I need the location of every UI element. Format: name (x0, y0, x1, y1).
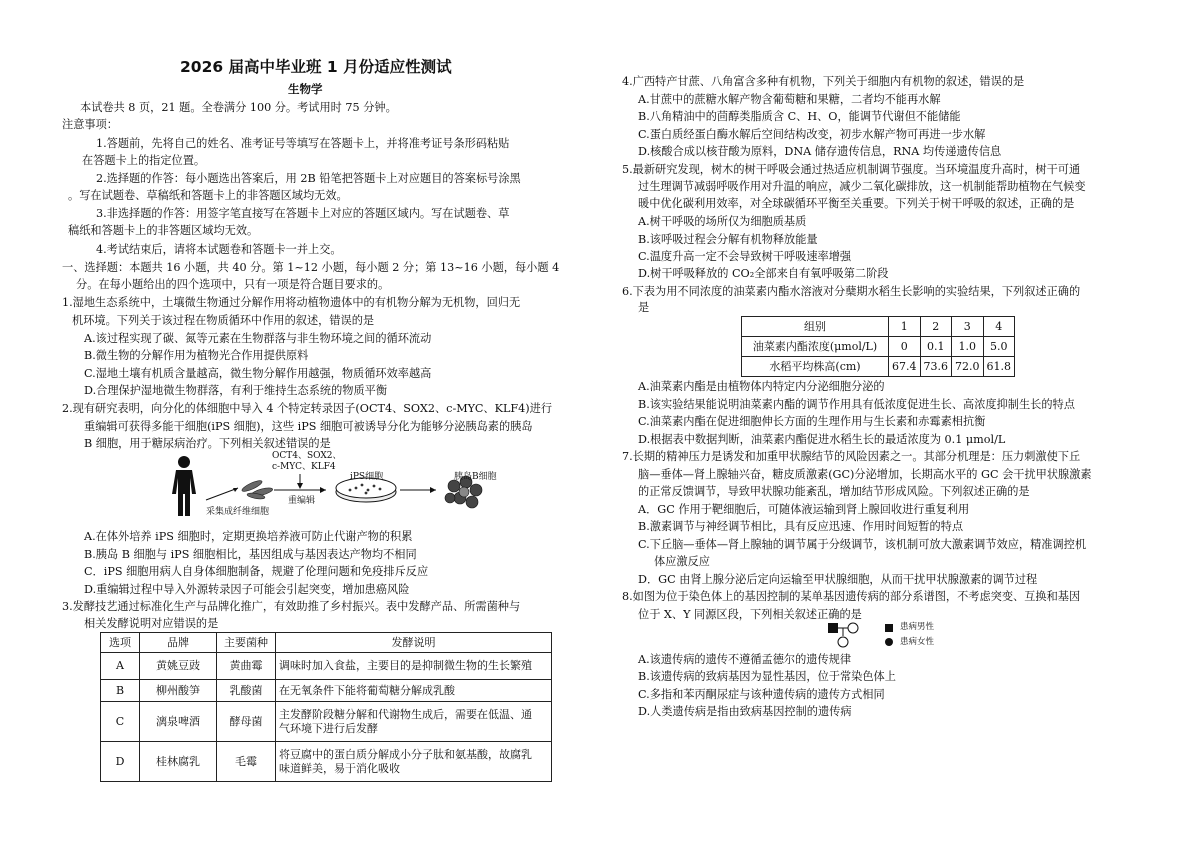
table-cell: 72.0 (952, 357, 984, 377)
q6-stem-cont: 是 (638, 301, 650, 314)
q7-option-d: D．GC 由肾上腺分泌后定向运输至甲状腺细胞，从而干扰甲状腺激素的调节过程 (638, 573, 1038, 586)
table-row (742, 357, 1015, 377)
table-header-cell: 品牌 (140, 633, 217, 653)
table-cell: 73.6 (920, 357, 952, 377)
q7-stem-cont: 脑—垂体—肾上腺轴兴奋，糖皮质激素(GC)分泌增加，长期高水平的 GC 会干扰甲状腺激素 (638, 468, 1092, 481)
table-cell: 1 (889, 317, 921, 337)
table-cell: C (101, 702, 140, 742)
q6-option-a: A.油菜素内酯是由植物体内特定内分泌细胞分泌的 (638, 380, 885, 393)
table-cell: 5.0 (983, 337, 1015, 357)
q2-stem-cont: 重编辑可获得多能干细胞(iPS 细胞)，这些 iPS 细胞可被诱导分化为能够分泌胰岛素的胰岛 (84, 420, 533, 433)
legend-female-icon (885, 638, 893, 646)
offspring-female-symbol (838, 637, 848, 647)
unaffected-female-symbol (848, 623, 858, 633)
table-cell: 0 (889, 337, 921, 357)
table-cell: 在无氧条件下能将葡萄糖分解成乳酸 (276, 680, 552, 702)
fibroblast-cells-icon (241, 479, 274, 500)
q6-option-c: C.油菜素内酯在促进细胞伸长方面的生理作用与生长素和赤霉素相抗衡 (638, 415, 986, 428)
q1-option-c: C.湿地土壤有机质含量越高，微生物分解作用越强，物质循环效率越高 (84, 367, 432, 380)
affected-male-symbol (828, 623, 838, 633)
q8-pedigree-chart (826, 622, 882, 650)
table-cell: 乳酸菌 (217, 680, 276, 702)
arrow-collect (206, 488, 238, 500)
desc-line: 将豆腐中的蛋白质分解成小分子肽和氨基酸，故腐乳 (279, 747, 532, 761)
notice-1: 1.答题前，先将自己的姓名、准考证号等填写在答题卡上，并将准考证号条形码粘贴 (96, 137, 510, 150)
q4-option-a: A.甘蔗中的蔗糖水解产物含葡萄糖和果糖，二者均不能再水解 (638, 93, 941, 106)
q4-option-d: D.核酸合成以核苷酸为原料，DNA 储存遗传信息，RNA 均传递遗传信息 (638, 145, 1002, 158)
q4-option-b: B.八角精油中的茴醇类脂质含 C、H、O，能调节代谢但不能储能 (638, 110, 961, 123)
q5-stem-cont: 过生理调节减弱呼吸作用对升温的响应，减少二氧化碳排放，这一机制能帮助植物在气候变 (638, 180, 1086, 193)
table-cell: 组别 (742, 317, 889, 337)
table-cell: 水稻平均株高(cm) (742, 357, 889, 377)
fig-ips-label: iPS细胞 (350, 472, 384, 482)
q2-stem-cont2: B 细胞，用于糖尿病治疗。下列相关叙述错误的是 (84, 437, 331, 450)
q3-stem: 3.发酵技艺通过标准化生产与品牌化推广，有效助推了乡村振兴。表中发酵产品、所需菌种与 (62, 600, 521, 613)
table-row (742, 317, 1015, 337)
q6-stem: 6.下表为用不同浓度的油菜素内酯水溶液对分蘖期水稻生长影响的实验结果，下列叙述正确的 (622, 285, 1081, 298)
table-cell: 0.1 (920, 337, 952, 357)
table-header-cell: 发酵说明 (276, 633, 552, 653)
q5-option-c: C.温度升高一定不会导致树干呼吸速率增强 (638, 250, 852, 263)
fig-collect-label: 采集成纤维细胞 (206, 507, 270, 517)
table-cell: 黄曲霉 (217, 653, 276, 680)
q2-stem: 2.现有研究表明，向分化的体细胞中导入 4 个特定转录因子(OCT4、SOX2、c-MYC、KLF4)进行 (62, 402, 553, 415)
table-cell: 4 (983, 317, 1015, 337)
q3-table (100, 632, 552, 782)
table-cell: 油菜素内酯浓度(μmol/L) (742, 337, 889, 357)
table-cell: 1.0 (952, 337, 984, 357)
table-cell: B (101, 680, 140, 702)
q8-option-a: A.该遗传病的遗传不遵循孟德尔的遗传规律 (638, 653, 852, 666)
desc-line: 气环境下进行后发酵 (279, 721, 378, 735)
table-row (101, 653, 552, 680)
table-cell (276, 742, 552, 782)
human-figure-icon (172, 456, 196, 516)
notice-1-cont: 在答题卡上的指定位置。 (82, 154, 206, 167)
q8-stem: 8.如图为位于染色体上的基因控制的某单基因遗传病的部分系谱图，不考虑突变、互换和基因 (622, 590, 1081, 603)
q5-option-a: A.树干呼吸的场所仅为细胞质基质 (638, 215, 807, 228)
q2-option-b: B.胰岛 B 细胞与 iPS 细胞相比，基因组成与基因表达产物均不相同 (84, 548, 417, 561)
table-row (742, 337, 1015, 357)
q2-option-d: D.重编辑过程中导入外源转录因子可能会引起突变，增加患癌风险 (84, 583, 410, 596)
subject-title: 生物学 (288, 82, 323, 96)
legend-male-icon (885, 624, 893, 632)
q8-option-c: C.多指和苯丙酮尿症与该种遗传病的遗传方式相同 (638, 688, 885, 701)
q5-option-b: B.该呼吸过程会分解有机物释放能量 (638, 233, 818, 246)
q2-option-c: C．iPS 细胞用病人自身体细胞制备，规避了伦理问题和免疫排斥反应 (84, 565, 429, 578)
q1-stem-cont: 机环境。下列关于该过程在物质循环中作用的叙述，错误的是 (72, 314, 375, 327)
table-cell: D (101, 742, 140, 782)
fig-factors-1: OCT4、SOX2、 (272, 451, 342, 461)
q4-option-c: C.蛋白质经蛋白酶水解后空间结构改变，初步水解产物可再进一步水解 (638, 128, 986, 141)
table-cell: 毛霉 (217, 742, 276, 782)
table-cell: 酵母菌 (217, 702, 276, 742)
notice-2-cont: 。写在试题卷、草稿纸和答题卡上的非答题区域均无效。 (68, 189, 348, 202)
table-cell: 61.8 (983, 357, 1015, 377)
q7-option-b: B.激素调节与神经调节相比，具有反应迅速、作用时间短暂的特点 (638, 520, 964, 533)
fig-factors-2: c-MYC、KLF4 (272, 462, 336, 472)
notice-2: 2.选择题的作答：每小题选出答案后，用 2B 铅笔把答题卡上对应题目的答案标号涂黑 (96, 172, 521, 185)
q8-stem-cont: 位于 X、Y 同源区段，下列相关叙述正确的是 (638, 608, 862, 621)
legend-female-label: 患病女性 (900, 637, 935, 647)
q7-option-a: A．GC 作用于靶细胞后，可随体液运输到肾上腺回收进行重复利用 (638, 503, 970, 516)
notice-3: 3.非选择题的作答：用签字笔直接写在答题卡上对应的答题区域内。写在试题卷、草 (96, 207, 510, 220)
table-header-row (101, 633, 552, 653)
q1-option-d: D.合理保护湿地微生物群落，有利于维持生态系统的物质平衡 (84, 384, 388, 397)
q5-stem-cont2: 暖中优化碳利用效率，对全球碳循环平衡至关重要。下列关于树干呼吸的叙述，正确的是 (638, 197, 1075, 210)
q1-option-a: A.该过程实现了碳、氮等元素在生物群落与非生物环境之间的循环流动 (84, 332, 432, 345)
table-row (101, 742, 552, 782)
table-cell: 3 (952, 317, 984, 337)
q1-stem: 1.湿地生态系统中，土壤微生物通过分解作用将动植物遗体中的有机物分解为无机物，回归无 (62, 296, 521, 309)
q5-option-d: D.树干呼吸释放的 CO₂全部来自有氧呼吸第二阶段 (638, 267, 889, 280)
table-cell: 67.4 (889, 357, 921, 377)
desc-line: 主发酵阶段糖分解和代谢物生成后，需要在低温、通 (279, 707, 532, 721)
notice-3-cont: 稿纸和答题卡上的非答题区域均无效。 (68, 224, 259, 237)
table-header-cell: 主要菌种 (217, 633, 276, 653)
q8-option-b: B.该遗传病的致病基因为显性基因，位于常染色体上 (638, 670, 896, 683)
q7-stem-cont2: 的正常反馈调节，导致甲状腺功能紊乱，增加结节形成风险。下列叙述正确的是 (638, 485, 1030, 498)
q3-stem-cont: 相关发酵说明对应错误的是 (84, 617, 219, 630)
q7-option-c: C.下丘脑—垂体—肾上腺轴的调节属于分级调节，该机制可放大激素调节效应，精准调控机 (638, 538, 1087, 551)
table-cell: A (101, 653, 140, 680)
notice-title: 注意事项： (62, 118, 118, 131)
q7-stem: 7.长期的精神压力是诱发和加重甲状腺结节的风险因素之一。其部分机理是：压力刺激使下丘 (622, 450, 1081, 463)
table-cell: 桂林腐乳 (140, 742, 217, 782)
table-cell (276, 702, 552, 742)
table-cell: 2 (920, 317, 952, 337)
q6-table (741, 316, 1015, 377)
fig-reprogram-label: 重编辑 (288, 496, 316, 506)
exam-title: 2026 届高中毕业班 1 月份适应性测试 (180, 58, 452, 76)
desc-line: 味道鲜美，易于消化吸收 (279, 761, 400, 775)
q1-option-b: B.微生物的分解作用为植物光合作用提供原料 (84, 349, 309, 362)
notice-4: 4.考试结束后，请将本试题卷和答题卡一并上交。 (96, 243, 342, 256)
q2-option-a: A.在体外培养 iPS 细胞时，定期更换培养液可防止代谢产物的积累 (84, 530, 413, 543)
table-header-cell: 选项 (101, 633, 140, 653)
q6-option-b: B.该实验结果能说明油菜素内酯的调节作用具有低浓度促进生长、高浓度抑制生长的特点 (638, 398, 1075, 411)
q4-stem: 4.广西特产甘蔗、八角富含多种有机物，下列关于细胞内有机物的叙述，错误的是 (622, 75, 1025, 88)
table-cell: 柳州酸笋 (140, 680, 217, 702)
legend-male-label: 患病男性 (900, 622, 935, 632)
q7-option-c-cont: 体应激反应 (654, 555, 710, 568)
table-cell: 调味时加入食盐，主要目的是抑制微生物的生长繁殖 (276, 653, 552, 680)
q8-option-d: D.人类遗传病是指由致病基因控制的遗传病 (638, 705, 852, 718)
table-row (101, 702, 552, 742)
q5-stem: 5.最新研究发现，树木的树干呼吸会通过热适应机制调节强度。当环境温度升高时，树干可通 (622, 163, 1081, 176)
table-cell: 黄姚豆豉 (140, 653, 217, 680)
section-1-heading: 一、选择题：本题共 16 小题，共 40 分。第 1~12 小题，每小题 2 分；第 13~16 小题，每小题 4 (62, 261, 560, 274)
table-row (101, 680, 552, 702)
table-cell: 漓泉啤酒 (140, 702, 217, 742)
intro-line: 本试卷共 8 页，21 题。全卷满分 100 分。考试用时 75 分钟。 (80, 101, 397, 114)
section-1-heading-cont: 分。在每小题给出的四个选项中，只有一项是符合题目要求的。 (76, 278, 390, 291)
pedigree-legend-icons (884, 623, 896, 649)
q6-option-d: D.根据表中数据判断，油菜素内酯促进水稻生长的最适浓度为 0.1 μmol/L (638, 433, 1006, 446)
fig-beta-label: 胰岛B细胞 (454, 472, 497, 482)
